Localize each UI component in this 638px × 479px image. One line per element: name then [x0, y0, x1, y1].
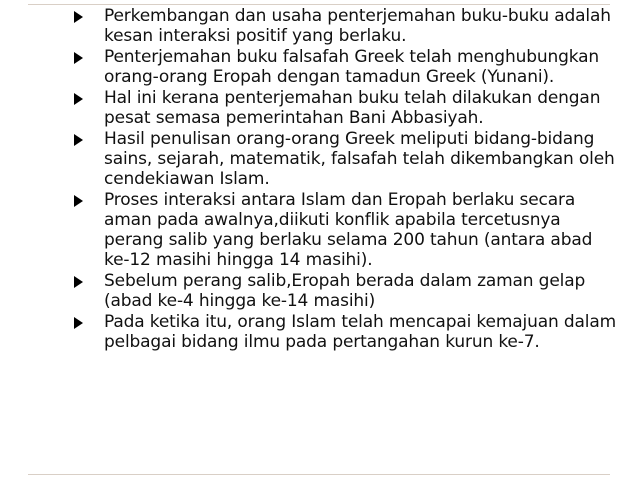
bullet-item	[74, 88, 622, 128]
bullet-triangle-icon	[74, 52, 83, 64]
bullet-triangle-icon	[74, 195, 83, 207]
bullet-triangle-icon	[74, 93, 83, 105]
bullet-text: Hasil penulisan orang-orang Greek meliputi bidang-bidang sains, sejarah, matematik, falsafah telah dikembangkan oleh cendekiawan Islam.	[104, 129, 615, 189]
bullet-text: Penterjemahan buku falsafah Greek telah menghubungkan orang-orang Eropah dengan tamadun Greek (Yunani).	[104, 47, 600, 87]
top-border-line	[28, 4, 610, 5]
bullet-triangle-icon	[74, 276, 83, 288]
bullet-item	[74, 47, 622, 87]
bullet-text: Pada ketika itu, orang Islam telah mencapai kemajuan dalam pelbagai bidang ilmu pada pertangahan kurun ke-7.	[104, 312, 617, 352]
bullet-text: Hal ini kerana penterjemahan buku telah dilakukan dengan pesat semasa pemerintahan Bani Abbasiyah.	[104, 88, 601, 128]
bullet-item	[74, 190, 622, 270]
bullet-triangle-icon	[74, 11, 83, 23]
bullet-item	[74, 271, 622, 311]
bullet-item	[74, 6, 622, 46]
bullet-text: Sebelum perang salib,Eropah berada dalam zaman gelap (abad ke-4 hingga ke-14 masihi)	[104, 271, 586, 311]
bullet-item	[74, 129, 622, 189]
bottom-border-line	[28, 474, 610, 475]
bullet-triangle-icon	[74, 317, 83, 329]
bullet-text: Proses interaksi antara Islam dan Eropah berlaku secara aman pada awalnya,diikuti konflik apabila tercetusnya perang salib yang berlaku selama 200 tahun (antara abad ke-12 masihi hingga 14 masihi).	[104, 190, 593, 270]
bullet-triangle-icon	[74, 134, 83, 146]
bullet-item	[74, 312, 622, 352]
bullet-text: Perkembangan dan usaha penterjemahan buku-buku adalah kesan interaksi positif yang berlaku.	[104, 6, 611, 46]
bullet-list	[74, 6, 622, 353]
